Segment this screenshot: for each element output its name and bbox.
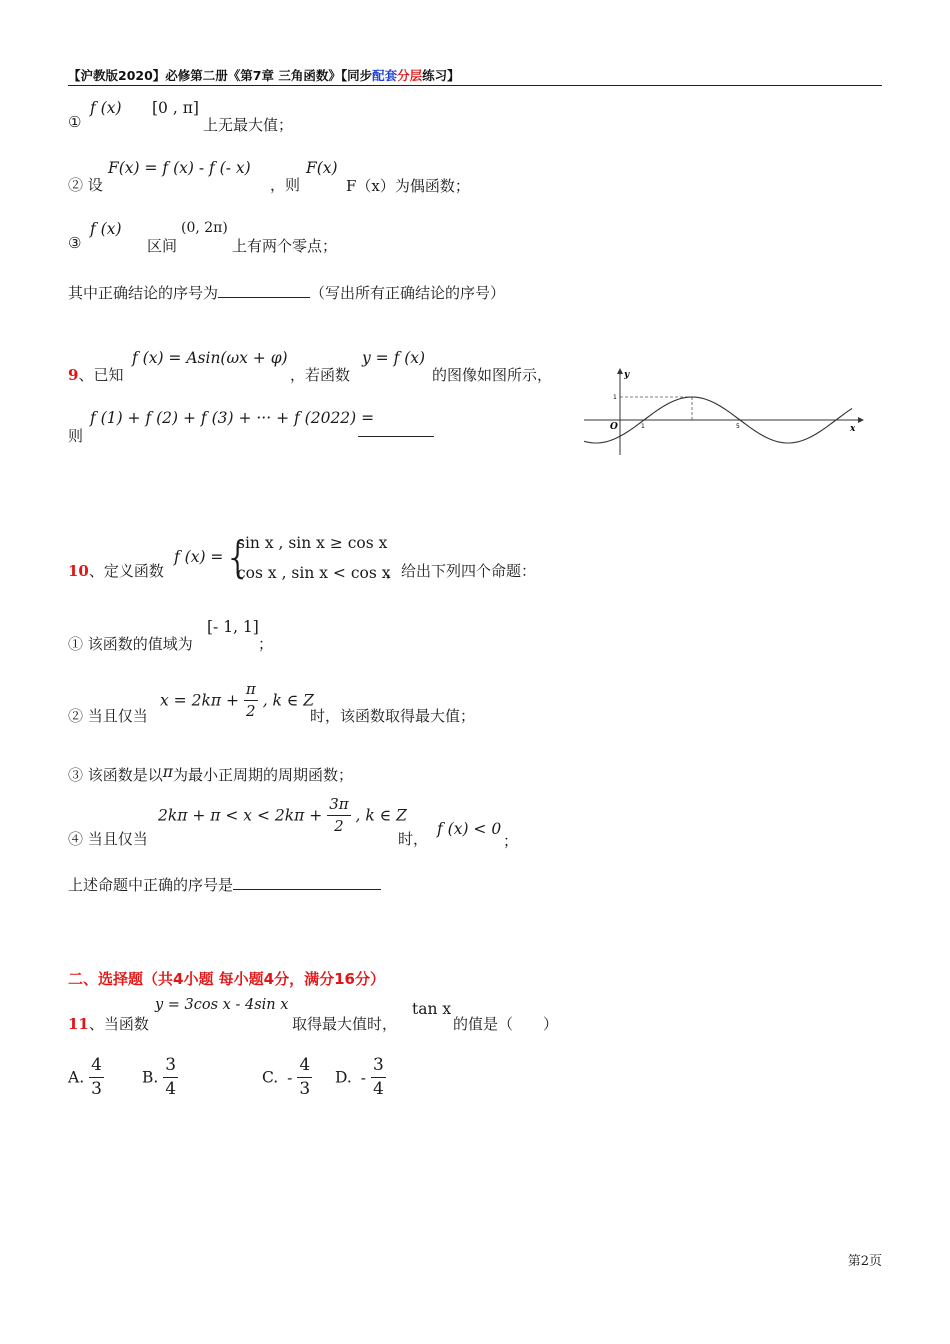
- num: 3: [371, 1057, 386, 1078]
- q10-p4-shi: 时，: [398, 830, 429, 848]
- q9-tail: 的图像如图所示，: [432, 366, 553, 384]
- y-axis-arrow: [617, 368, 623, 374]
- q9-sine-graph: [580, 365, 865, 460]
- den: 4: [165, 1079, 177, 1099]
- origin-label: O: [610, 422, 618, 432]
- page-number: 第2页: [847, 1254, 882, 1269]
- q10-p1-end: ；: [258, 635, 274, 653]
- q8-s3-interval: (0, 2π): [181, 220, 228, 236]
- q10-p1: ① 该函数的值域为: [68, 635, 193, 653]
- p4-den: 2: [334, 817, 344, 835]
- q8-s2-Fx: F(x): [306, 159, 338, 177]
- x-axis-label: x: [850, 424, 856, 434]
- question-number: 10: [68, 562, 89, 580]
- p3-pi: π: [162, 763, 173, 781]
- q10-flabel: f (x) =: [174, 548, 224, 566]
- option-b[interactable]: [142, 1057, 178, 1098]
- q10-case1: [237, 534, 387, 552]
- x-axis-arrow: [858, 417, 864, 423]
- p2-den: 2: [246, 702, 256, 720]
- option-label: B.: [142, 1068, 159, 1087]
- q11-intro-text: 、当函数: [88, 1015, 149, 1033]
- option-sign: -: [287, 1068, 293, 1087]
- option-label: C.: [262, 1068, 279, 1087]
- p2-rhs: , k ∈ Z: [262, 691, 315, 710]
- p3-end: 为最小正周期的周期函数；: [172, 766, 353, 784]
- q10-p1-range: [- 1, 1]: [207, 618, 259, 636]
- header-text-end: 练习】: [422, 68, 460, 83]
- q8-s3-text: 上有两个零点；: [232, 237, 338, 255]
- p3-text: ③ 该函数是以: [68, 766, 163, 784]
- q8-s1-fx: f (x): [90, 99, 122, 117]
- q8-s3-mark: ③: [68, 234, 82, 252]
- header-highlight-red: 分层: [397, 68, 423, 83]
- section-title: 二、选择题（共4小题 每小题4分，满分16分）: [68, 970, 385, 988]
- option-fraction: [297, 1057, 312, 1098]
- option-label: A.: [68, 1068, 85, 1087]
- q9-sum: f (1) + f (2) + f (3) + ··· + f (2022) =: [90, 409, 375, 427]
- q9-intro: [68, 364, 123, 385]
- answer-blank[interactable]: [233, 875, 381, 890]
- q10-p4: ④ 当且仅当: [68, 830, 148, 848]
- den: 3: [299, 1079, 311, 1099]
- q10-brace: {: [224, 532, 252, 583]
- y-axis-label: y: [624, 370, 630, 380]
- conclusion-text: 其中正确结论的序号为: [68, 284, 219, 302]
- p2-num: π: [244, 682, 258, 701]
- q10-conclusion: [68, 874, 381, 895]
- q8-s2-def: F(x) = f (x) - f (- x): [108, 159, 251, 177]
- tan-text: tan x: [412, 1000, 452, 1018]
- num: 3: [163, 1057, 178, 1078]
- x-tick-1: 1: [641, 423, 645, 430]
- q10-intro-text: 、定义函数: [88, 562, 164, 580]
- p4-fraction: [327, 797, 350, 834]
- q10-p4-math: [158, 797, 407, 834]
- q9-intro-text: 、已知: [78, 366, 124, 384]
- q10-p3: [68, 764, 353, 785]
- q8-s1-interval: [0 , π]: [152, 99, 199, 117]
- case1-text: sin x , sin x ≥ cos x: [237, 534, 388, 552]
- q9-answer-blank[interactable]: [358, 422, 434, 441]
- q10-tail: ，给出下列四个命题：: [386, 562, 537, 580]
- header-rule: [68, 85, 882, 86]
- q9-mid: ，若函数: [290, 366, 351, 384]
- page-header: [68, 66, 460, 84]
- header-highlight-blue: 配套: [372, 68, 398, 83]
- conclusion-note: （写出所有正确结论的序号）: [310, 284, 506, 302]
- statement-mark: ①: [68, 113, 82, 131]
- option-fraction: [89, 1057, 104, 1098]
- q9-fdef: f (x) = Asin(ωx + φ): [132, 349, 288, 367]
- q11-tan: [412, 1000, 451, 1018]
- p2-lhs: x = 2kπ +: [160, 691, 239, 710]
- q9-ydef: y = f (x): [362, 349, 426, 367]
- den: 4: [372, 1079, 384, 1099]
- q11-mid: 取得最大值时，: [292, 1015, 398, 1033]
- q8-conclusion: [68, 282, 505, 303]
- q10-p2-end: 时，该函数取得最大值；: [310, 707, 476, 725]
- q8-s1-text: 上无最大值；: [203, 116, 294, 134]
- q8-s3-qujian: 区间: [147, 237, 178, 255]
- q10-p4-end: ；: [503, 832, 519, 850]
- option-fraction: [371, 1057, 386, 1098]
- x-tick-5: 5: [736, 423, 740, 430]
- option-d[interactable]: [335, 1057, 386, 1098]
- y-tick-1: 1: [613, 394, 617, 401]
- q10-p2: ② 当且仅当: [68, 707, 148, 725]
- q8-statement-1: [68, 113, 81, 131]
- q8-s2-then: ，则: [270, 176, 301, 194]
- q11-tail: 的值是（ ）: [453, 1015, 559, 1033]
- option-label: D.: [335, 1068, 352, 1087]
- question-number: 11: [68, 1015, 89, 1033]
- q9-ze: 则: [68, 427, 84, 445]
- case2-text: cos x , sin x < cos x: [237, 564, 391, 582]
- q10-p4-ineq: f (x) < 0: [437, 820, 502, 838]
- p4-num: 3π: [327, 797, 350, 816]
- answer-blank[interactable]: [218, 283, 310, 298]
- q11-ydef: y = 3cos x - 4sin x: [155, 997, 289, 1013]
- option-c[interactable]: [262, 1057, 312, 1098]
- p4-lhs: 2kπ + π < x < 2kπ +: [158, 806, 323, 825]
- num: 4: [297, 1057, 312, 1078]
- option-sign: -: [360, 1068, 366, 1087]
- p2-fraction: [244, 682, 258, 719]
- q8-s2-mark: ② 设: [68, 176, 103, 194]
- q10-p2-math: [160, 682, 314, 719]
- q8-s2-text: F（x）为偶函数；: [346, 177, 470, 195]
- p4-rhs: , k ∈ Z: [355, 806, 407, 825]
- q8-s3-fx: f (x): [90, 220, 122, 238]
- conclusion-text: 上述命题中正确的序号是: [68, 876, 234, 894]
- question-number: 9: [68, 366, 79, 384]
- header-text: 【沪教版2020】必修第二册《第7章 三角函数》【同步: [68, 68, 373, 83]
- q11-intro: [68, 1013, 149, 1034]
- q10-case2: [237, 564, 390, 582]
- option-a[interactable]: [68, 1057, 104, 1098]
- den: 3: [91, 1079, 102, 1099]
- q10-intro: [68, 560, 164, 581]
- num: 4: [89, 1057, 104, 1078]
- option-fraction: [163, 1057, 178, 1098]
